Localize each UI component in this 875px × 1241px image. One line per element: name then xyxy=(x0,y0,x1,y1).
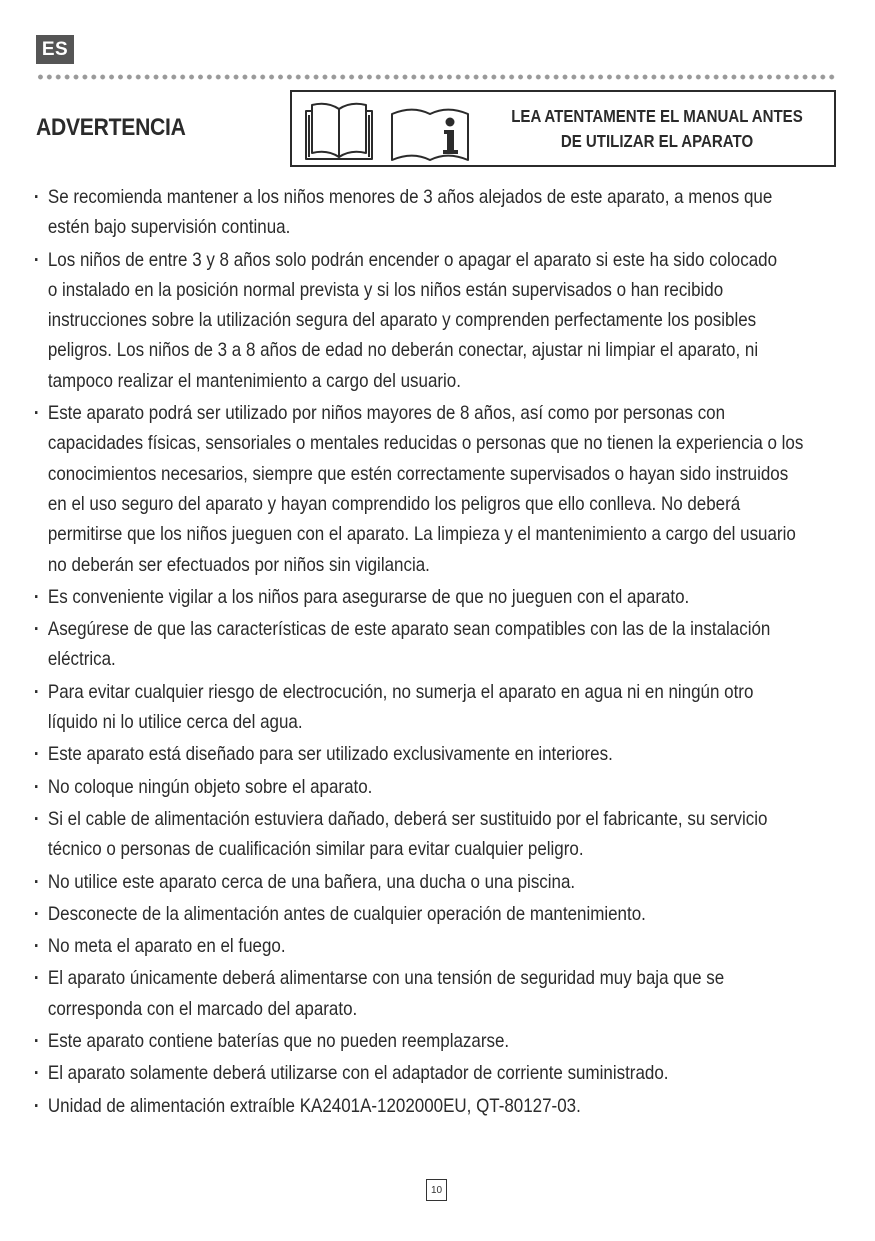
warning-text-line: Este aparato está diseñado para ser utilizado exclusivamente en interiores. xyxy=(47,743,613,766)
warning-text-line: no deberán ser efectuados por niños sin vigilancia. xyxy=(47,553,430,576)
warning-text-line: No coloque ningún objeto sobre el aparato. xyxy=(47,775,373,798)
page-title: ADVERTENCIA xyxy=(36,114,186,141)
warning-text-line: o instalado en la posición normal prevista y si los niños están supervisados o han recibido xyxy=(47,278,724,301)
warning-text-line: El aparato solamente deberá utilizarse con el adaptador de corriente suministrado. xyxy=(47,1062,669,1085)
manual-notice-text xyxy=(507,104,808,154)
bullet-icon: · xyxy=(33,402,40,425)
warning-text-line: estén bajo supervisión continua. xyxy=(47,216,291,239)
warning-text-line: conocimientos necesarios, siempre que estén correctamente supervisados o hayan sido instruidos xyxy=(47,462,789,485)
warning-item xyxy=(33,245,821,396)
bullet-icon: · xyxy=(33,186,40,208)
language-badge: ES xyxy=(36,35,74,64)
warning-text-line: Para evitar cualquier riesgo de electrocución, no sumerja el aparato en agua ni en ningún otro xyxy=(47,680,754,703)
bullet-icon: · xyxy=(33,680,40,703)
warning-text-line: Si el cable de alimentación estuviera dañado, deberá ser sustituido por el fabricante, su servicio xyxy=(47,807,768,830)
warning-text-line: Desconecte de la alimentación antes de cualquier operación de mantenimiento. xyxy=(47,902,646,925)
bullet-icon: · xyxy=(33,902,40,925)
warning-item xyxy=(33,182,821,243)
warning-text-line: Asegúrese de que las características de este aparato sean compatibles con las de la instalación xyxy=(47,618,771,641)
warning-text-line: Es conveniente vigilar a los niños para asegurarse de que no jueguen con el aparato. xyxy=(47,585,690,608)
warning-text-line: Este aparato podrá ser utilizado por niños mayores de 8 años, así como por personas con xyxy=(47,402,726,425)
warning-text-line: No utilice este aparato cerca de una bañera, una ducha o una piscina. xyxy=(47,870,576,893)
bullet-icon: · xyxy=(33,775,40,798)
warning-text-line: Unidad de alimentación extraíble KA2401A-1202000EU, QT-80127-03. xyxy=(47,1094,581,1117)
read-manual-notice xyxy=(290,90,836,167)
dotted-divider xyxy=(36,74,838,80)
bullet-icon: · xyxy=(33,870,40,893)
bullet-icon: · xyxy=(33,743,40,766)
warning-text-line: Este aparato contiene baterías que no pueden reemplazarse. xyxy=(47,1030,510,1053)
warning-text-line: líquido ni lo utilice cerca del agua. xyxy=(47,711,303,734)
bullet-icon: · xyxy=(33,807,40,830)
warning-text-line: instrucciones sobre la utilización segura del aparato y comprenden perfectamente los posibles xyxy=(47,309,757,332)
warning-item xyxy=(33,931,821,961)
manual-notice-line-2: DE UTILIZAR EL APARATO xyxy=(560,131,754,151)
bullet-icon: · xyxy=(33,618,40,641)
open-book-icon xyxy=(300,97,378,161)
warning-item xyxy=(33,677,821,738)
warning-item xyxy=(33,582,821,612)
warning-text-line: capacidades físicas, sensoriales o mentales reducidas o personas que no tienen la experiencia o los xyxy=(47,432,804,455)
warning-text-line: permitirse que los niños jueguen con el aparato. La limpieza y el mantenimiento a cargo del usuario xyxy=(47,523,796,546)
warning-text-line: en el uso seguro del aparato y hayan comprendido los peligros que ello conlleva. No deberá xyxy=(47,492,741,515)
warning-text-line: Los niños de entre 3 y 8 años solo podrán encender o apagar el aparato si este ha sido colocado xyxy=(47,248,778,271)
bullet-icon: · xyxy=(33,1062,40,1085)
bullet-icon: · xyxy=(33,248,40,271)
bullet-icon: · xyxy=(33,967,40,990)
warning-item xyxy=(33,1026,821,1056)
page-number: 10 xyxy=(426,1179,447,1201)
warning-item xyxy=(33,867,821,897)
warning-item xyxy=(33,1091,821,1121)
warning-item xyxy=(33,739,821,769)
warning-item xyxy=(33,614,821,675)
bullet-icon: · xyxy=(33,1094,40,1117)
warning-item xyxy=(33,804,821,865)
warning-list xyxy=(33,182,821,1123)
warning-text-line: técnico o personas de cualificación similar para evitar cualquier peligro. xyxy=(47,838,584,861)
warning-text-line: eléctrica. xyxy=(47,648,116,671)
warning-item xyxy=(33,899,821,929)
warning-text-line: No meta el aparato en el fuego. xyxy=(47,935,286,958)
warning-text-line: Se recomienda mantener a los niños menores de 3 años alejados de este aparato, a menos que xyxy=(47,186,773,208)
warning-text-line: peligros. Los niños de 3 a 8 años de edad no deberán conectar, ajustar ni limpiar el aparato, ni xyxy=(47,339,759,362)
warning-item xyxy=(33,772,821,802)
warning-text-line: corresponda con el marcado del aparato. xyxy=(47,997,358,1020)
manual-notice-line-1: LEA ATENTAMENTE EL MANUAL ANTES xyxy=(511,106,803,126)
bullet-icon: · xyxy=(33,1030,40,1053)
warning-item xyxy=(33,963,821,1024)
bullet-icon: · xyxy=(33,585,40,608)
warning-text-line: tampoco realizar el mantenimiento a cargo del usuario. xyxy=(47,369,461,392)
bullet-icon: · xyxy=(33,935,40,958)
warning-item xyxy=(33,1058,821,1088)
information-manual-icon xyxy=(388,98,472,162)
warning-text-line: El aparato únicamente deberá alimentarse con una tensión de seguridad muy baja que se xyxy=(47,967,725,990)
warning-item xyxy=(33,398,821,580)
